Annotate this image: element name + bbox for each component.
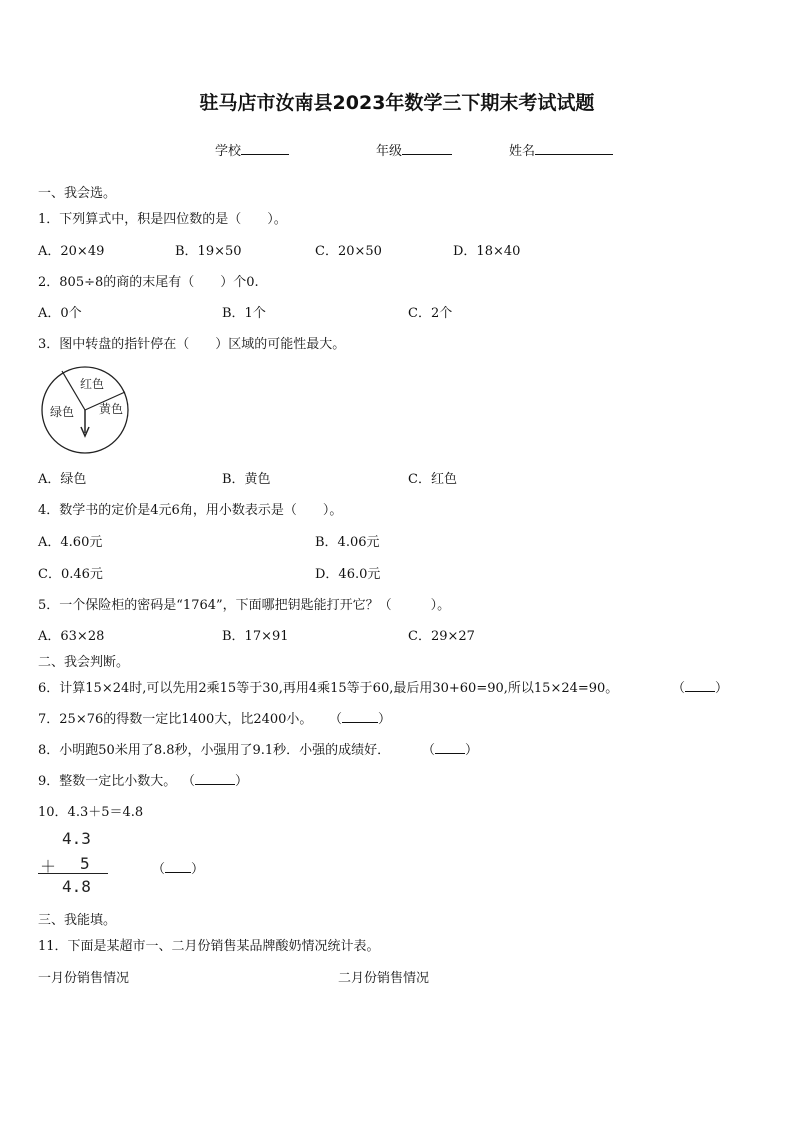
q4-option-b[interactable]: B．4.06元 xyxy=(315,535,380,550)
vertical-calc-top: 4.3 xyxy=(62,829,91,848)
section-2-heading: 二、我会判断。 xyxy=(38,655,130,670)
question-2: 2．805÷8的商的末尾有（ ）个0. xyxy=(38,275,259,290)
question-10: 10．4.3＋5＝4.8 xyxy=(38,805,144,820)
spinner-green-label: 绿色 xyxy=(49,405,75,419)
q3-option-a[interactable]: A．绿色 xyxy=(38,472,87,487)
page-title: 驻马店市汝南县2023年数学三下期末考试试题 xyxy=(199,92,595,114)
q10-paren-right: ） xyxy=(191,862,205,877)
school-field xyxy=(215,140,289,159)
question-11: 11．下面是某超市一、二月份销售某品牌酸奶情况统计表。 xyxy=(38,939,380,954)
question-5: 5．一个保险柜的密码是“1764”，下面哪把钥匙能打开它？（ ）。 xyxy=(38,598,451,613)
grade-blank[interactable] xyxy=(402,142,452,155)
q10-answer-blank[interactable] xyxy=(165,859,191,873)
spinner-diagram xyxy=(40,365,132,455)
q9-answer-paren[interactable] xyxy=(182,770,248,789)
spinner-yellow-label: 黄色 xyxy=(98,402,124,416)
jan-sales-label: 一月份销售情况 xyxy=(38,971,130,986)
q10-answer-paren[interactable] xyxy=(152,858,204,877)
q1-option-b[interactable]: B．19×50 xyxy=(175,244,242,259)
q9-answer-blank[interactable] xyxy=(195,771,235,785)
vertical-calc-line xyxy=(38,873,108,874)
name-blank[interactable] xyxy=(535,142,613,155)
question-8: 8．小明跑50米用了8.8秒，小强用了9.1秒．小强的成绩好． xyxy=(38,743,391,758)
vertical-calc-addend: 5 xyxy=(80,854,90,873)
q9-paren-left: （ xyxy=(182,774,196,789)
vertical-calc-plus: ＋ xyxy=(40,857,57,876)
question-3: 3．图中转盘的指针停在（ ）区域的可能性最大。 xyxy=(38,337,346,352)
name-field xyxy=(509,140,613,159)
q1-option-c[interactable]: C．20×50 xyxy=(315,244,382,259)
q4-option-a[interactable]: A．4.60元 xyxy=(38,535,103,550)
school-blank[interactable] xyxy=(241,142,289,155)
q5-option-a[interactable]: A．63×28 xyxy=(38,629,105,644)
q8-answer-blank[interactable] xyxy=(435,740,465,754)
q4-option-d[interactable]: D．46.0元 xyxy=(315,567,381,582)
q10-paren-left: （ xyxy=(152,862,166,877)
feb-sales-label: 二月份销售情况 xyxy=(338,971,430,986)
q8-paren-right: ） xyxy=(465,743,479,758)
question-1: 1．下列算式中，积是四位数的是（ ）。 xyxy=(38,212,287,227)
q8-answer-paren[interactable] xyxy=(422,739,478,758)
q6-paren-left: （ xyxy=(672,681,686,696)
school-label: 学校 xyxy=(215,144,242,159)
grade-field xyxy=(376,140,452,159)
q8-paren-left: （ xyxy=(422,743,436,758)
name-label: 姓名 xyxy=(509,144,536,159)
spinner-red-label: 红色 xyxy=(79,377,105,391)
q5-option-b[interactable]: B．17×91 xyxy=(222,629,289,644)
question-7: 7．25×76的得数一定比1400大，比2400小。 xyxy=(38,712,313,727)
q2-option-b[interactable]: B．1个 xyxy=(222,306,266,321)
q9-paren-right: ） xyxy=(235,774,249,789)
grade-label: 年级 xyxy=(376,144,403,159)
section-3-heading: 三、我能填。 xyxy=(38,913,117,928)
section-1-heading: 一、我会选。 xyxy=(38,186,117,201)
q1-option-d[interactable]: D．18×40 xyxy=(453,244,521,259)
question-6: 6．计算15×24时,可以先用2乘15等于30,再用4乘15等于60,最后用30+60=90,所以15×24=90。 xyxy=(38,681,619,696)
q4-option-c[interactable]: C．0.46元 xyxy=(38,567,103,582)
q7-answer-blank[interactable] xyxy=(342,709,378,723)
q7-paren-right: ） xyxy=(378,712,392,727)
q5-option-c[interactable]: C．29×27 xyxy=(408,629,475,644)
q1-option-a[interactable]: A．20×49 xyxy=(38,244,105,259)
question-4: 4．数学书的定价是4元6角，用小数表示是（ ）。 xyxy=(38,503,343,518)
q2-option-c[interactable]: C．2个 xyxy=(408,306,453,321)
vertical-calc-result: 4.8 xyxy=(62,877,91,896)
q6-answer-blank[interactable] xyxy=(685,678,715,692)
q7-answer-paren[interactable] xyxy=(329,708,391,727)
q3-option-b[interactable]: B．黄色 xyxy=(222,472,271,487)
q3-option-c[interactable]: C．红色 xyxy=(408,472,457,487)
question-9: 9．整数一定比小数大。 xyxy=(38,774,177,789)
q6-answer-paren[interactable] xyxy=(672,677,728,696)
q6-paren-right: ） xyxy=(715,681,729,696)
q2-option-a[interactable]: A．0个 xyxy=(38,306,82,321)
q7-paren-left: （ xyxy=(329,712,343,727)
